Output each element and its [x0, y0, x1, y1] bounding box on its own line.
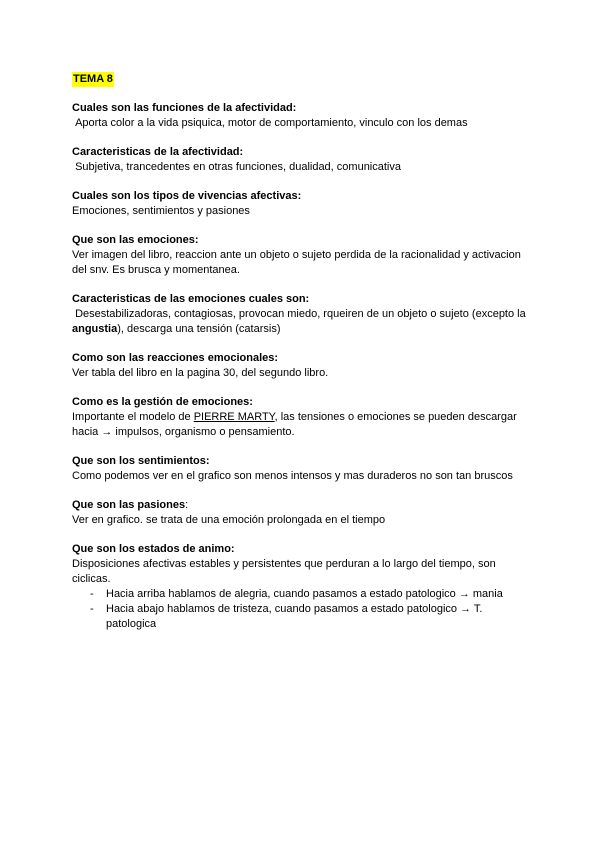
question-heading: Como son las reacciones emocionales:: [72, 352, 279, 364]
answer-bold-term: angustia: [72, 323, 118, 335]
bullet-list: [72, 587, 532, 632]
answer-text-part: Desestabilizadoras, contagiosas, provocan miedo, rqueiren de un objeto o sujeto (excepto la: [72, 308, 529, 320]
question-heading: [72, 498, 532, 513]
answer-text-part: ), descarga una tensión (catarsis): [117, 323, 281, 335]
question-bold-part: Que son las pasiones: [72, 499, 186, 511]
question-heading: Cuales son las funciones de la afectividad:: [72, 102, 297, 114]
answer-text: Aporta color a la vida psiquica, motor de comportamiento, vinculo con los demas: [72, 117, 468, 129]
section-tipos-vivencias: [72, 189, 532, 219]
question-heading: Que son los estados de animo:: [72, 543, 235, 555]
section-emociones: [72, 233, 532, 278]
title-line: [72, 72, 532, 87]
dash-bullet: -: [90, 588, 94, 600]
section-reacciones: [72, 351, 532, 381]
question-heading: Cuales son los tipos de vivencias afectivas:: [72, 190, 302, 202]
answer-text: Disposiciones afectivas estables y persistentes que perduran a lo largo del tiempo, son ciclicas.: [72, 558, 496, 585]
question-heading: Caracteristicas de las emociones cuales son:: [72, 293, 310, 305]
page-title: TEMA 8: [73, 73, 113, 85]
section-gestion: [72, 395, 532, 440]
section-estados-animo: [72, 542, 532, 632]
answer-text-part: , las tensiones o emociones se pueden descargar hacia → impulsos, organismo o pensamiento.: [72, 411, 517, 438]
answer-underlined-name: PIERRE MARTY: [193, 411, 275, 423]
question-heading: Que son las emociones:: [72, 234, 199, 246]
question-heading: Como es la gestión de emociones:: [72, 396, 253, 408]
answer-text: Ver tabla del libro en la pagina 30, del segundo libro.: [72, 367, 329, 379]
section-caracteristicas-afectividad: [72, 145, 532, 175]
answer-text: [72, 410, 532, 440]
answer-text: Subjetiva, trancedentes en otras funciones, dualidad, comunicativa: [72, 161, 401, 173]
list-item-text: Hacia abajo hablamos de tristeza, cuando pasamos a estado patologico → T. patologica: [106, 603, 483, 630]
answer-text: Ver imagen del libro, reaccion ante un objeto o sujeto perdida de la racionalidad y activacion del snv. Es brusca y momentanea.: [72, 249, 521, 276]
answer-text: Emociones, sentimientos y pasiones: [72, 205, 250, 217]
document-content: [72, 72, 532, 632]
question-plain-part: :: [185, 499, 189, 511]
section-funciones: [72, 101, 532, 131]
question-heading: Caracteristicas de la afectividad:: [72, 146, 244, 158]
dash-bullet: -: [90, 603, 94, 615]
list-item: [72, 587, 532, 602]
list-item: [72, 602, 532, 632]
question-heading: Que son los sentimientos:: [72, 455, 210, 467]
section-pasiones: [72, 498, 532, 528]
list-item-text: Hacia arriba hablamos de alegria, cuando pasamos a estado patologico → mania: [106, 588, 503, 600]
answer-text: [72, 307, 532, 337]
answer-text: Como podemos ver en el grafico son menos intensos y mas duraderos no son tan bruscos: [72, 470, 513, 482]
section-caracteristicas-emociones: [72, 292, 532, 337]
answer-text: Ver en grafico. se trata de una emoción prolongada en el tiempo: [72, 514, 386, 526]
answer-text-part: Importante el modelo de: [72, 411, 194, 423]
section-sentimientos: [72, 454, 532, 484]
